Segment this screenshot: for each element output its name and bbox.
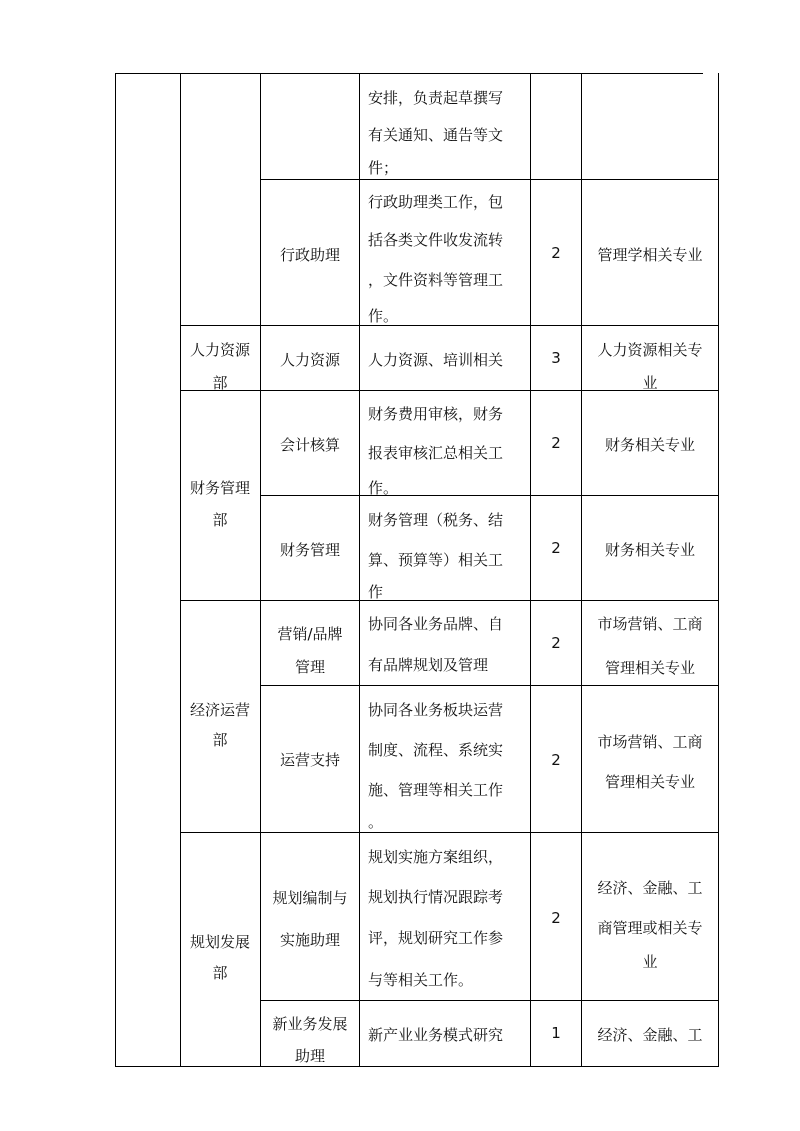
headcount-cell: 2 <box>551 751 561 769</box>
grid-line <box>260 685 719 686</box>
grid-line <box>180 73 181 1067</box>
position-cell: 人力资源 <box>279 351 340 369</box>
grid-line <box>115 73 116 1067</box>
major-cell: 经济、金融、工 <box>597 879 703 897</box>
department-cell: 人力资源 <box>189 341 250 359</box>
major-cell: 业 <box>642 953 658 971</box>
major-cell: 财务相关专业 <box>604 436 695 454</box>
major-cell: 市场营销、工商 <box>597 733 703 751</box>
duty-line: 括各类文件收发流转 <box>368 231 504 249</box>
major-cell: 财务相关专业 <box>604 541 695 559</box>
headcount-cell: 2 <box>551 434 561 452</box>
duty-line: 有品牌规划及管理 <box>368 656 489 674</box>
duty-line: 安排，负责起草撰写 <box>368 89 504 107</box>
position-cell: 管理 <box>294 658 325 676</box>
position-cell: 行政助理 <box>279 246 340 264</box>
department-cell: 部 <box>212 511 228 529</box>
grid-line <box>180 325 719 326</box>
major-cell: 商管理或相关专 <box>597 919 703 937</box>
duty-line: 财务管理（税务、结 <box>368 511 504 529</box>
department-cell: 财务管理 <box>189 479 250 497</box>
position-cell: 实施助理 <box>279 931 340 949</box>
headcount-cell: 3 <box>551 349 561 367</box>
duty-line: 报表审核汇总相关工 <box>368 444 504 462</box>
duty-line: 制度、流程、系统实 <box>368 741 504 759</box>
position-cell: 营销/品牌 <box>277 625 343 643</box>
major-cell: 管理学相关专业 <box>597 246 703 264</box>
duty-line: 施、管理等相关工作 <box>368 781 504 799</box>
duty-line: 规划实施方案组织， <box>368 848 504 866</box>
duty-line: ，文件资料等管理工 <box>368 271 504 289</box>
department-cell: 部 <box>212 731 228 749</box>
duty-line: 人力资源、培训相关 <box>368 351 504 369</box>
major-cell: 人力资源相关专 <box>597 341 703 359</box>
duty-line: 作。 <box>368 479 399 497</box>
department-cell: 规划发展 <box>189 933 250 951</box>
headcount-cell: 2 <box>551 634 561 652</box>
duty-line: 算、预算等）相关工 <box>368 551 504 569</box>
grid-line <box>180 832 719 833</box>
duty-line: 规划执行情况跟踪考 <box>368 888 504 906</box>
grid-line <box>115 1066 719 1067</box>
duty-line: 有关通知、通告等文 <box>368 126 504 144</box>
duty-line: 与等相关工作。 <box>368 971 474 989</box>
major-cell: 管理相关专业 <box>604 659 695 677</box>
headcount-cell: 2 <box>551 244 561 262</box>
duty-line: 财务费用审核，财务 <box>368 405 504 423</box>
position-cell: 助理 <box>294 1047 325 1065</box>
headcount-cell: 2 <box>551 909 561 927</box>
grid-line <box>359 73 360 1067</box>
grid-line <box>260 1000 719 1001</box>
duty-line: 行政助理类工作，包 <box>368 193 504 211</box>
grid-line <box>180 600 719 601</box>
department-cell: 部 <box>212 374 228 392</box>
position-cell: 会计核算 <box>279 436 340 454</box>
duty-line: 作 <box>368 583 384 601</box>
duty-line: 协同各业务品牌、自 <box>368 615 504 633</box>
position-cell: 规划编制与 <box>272 889 348 907</box>
major-cell: 市场营销、工商 <box>597 615 703 633</box>
duty-line: 协同各业务板块运营 <box>368 701 504 719</box>
major-cell: 经济、金融、工 <box>597 1026 703 1044</box>
position-cell: 新业务发展 <box>272 1015 348 1033</box>
duty-line: 新产业业务模式研究 <box>368 1026 504 1044</box>
position-cell: 运营支持 <box>279 751 340 769</box>
grid-line <box>260 73 261 1067</box>
major-cell: 管理相关专业 <box>604 773 695 791</box>
department-cell: 经济运营 <box>189 701 250 719</box>
duty-line: 件； <box>368 159 399 177</box>
position-cell: 财务管理 <box>279 541 340 559</box>
duty-line: 作。 <box>368 307 399 325</box>
headcount-cell: 1 <box>551 1024 561 1042</box>
duty-line: 评，规划研究工作参 <box>368 929 504 947</box>
grid-line <box>260 179 719 180</box>
major-cell: 业 <box>642 374 658 392</box>
headcount-cell: 2 <box>551 539 561 557</box>
duty-line: 。 <box>368 813 384 831</box>
grid-line <box>260 495 719 496</box>
department-cell: 部 <box>212 964 228 982</box>
grid-line <box>115 73 703 74</box>
